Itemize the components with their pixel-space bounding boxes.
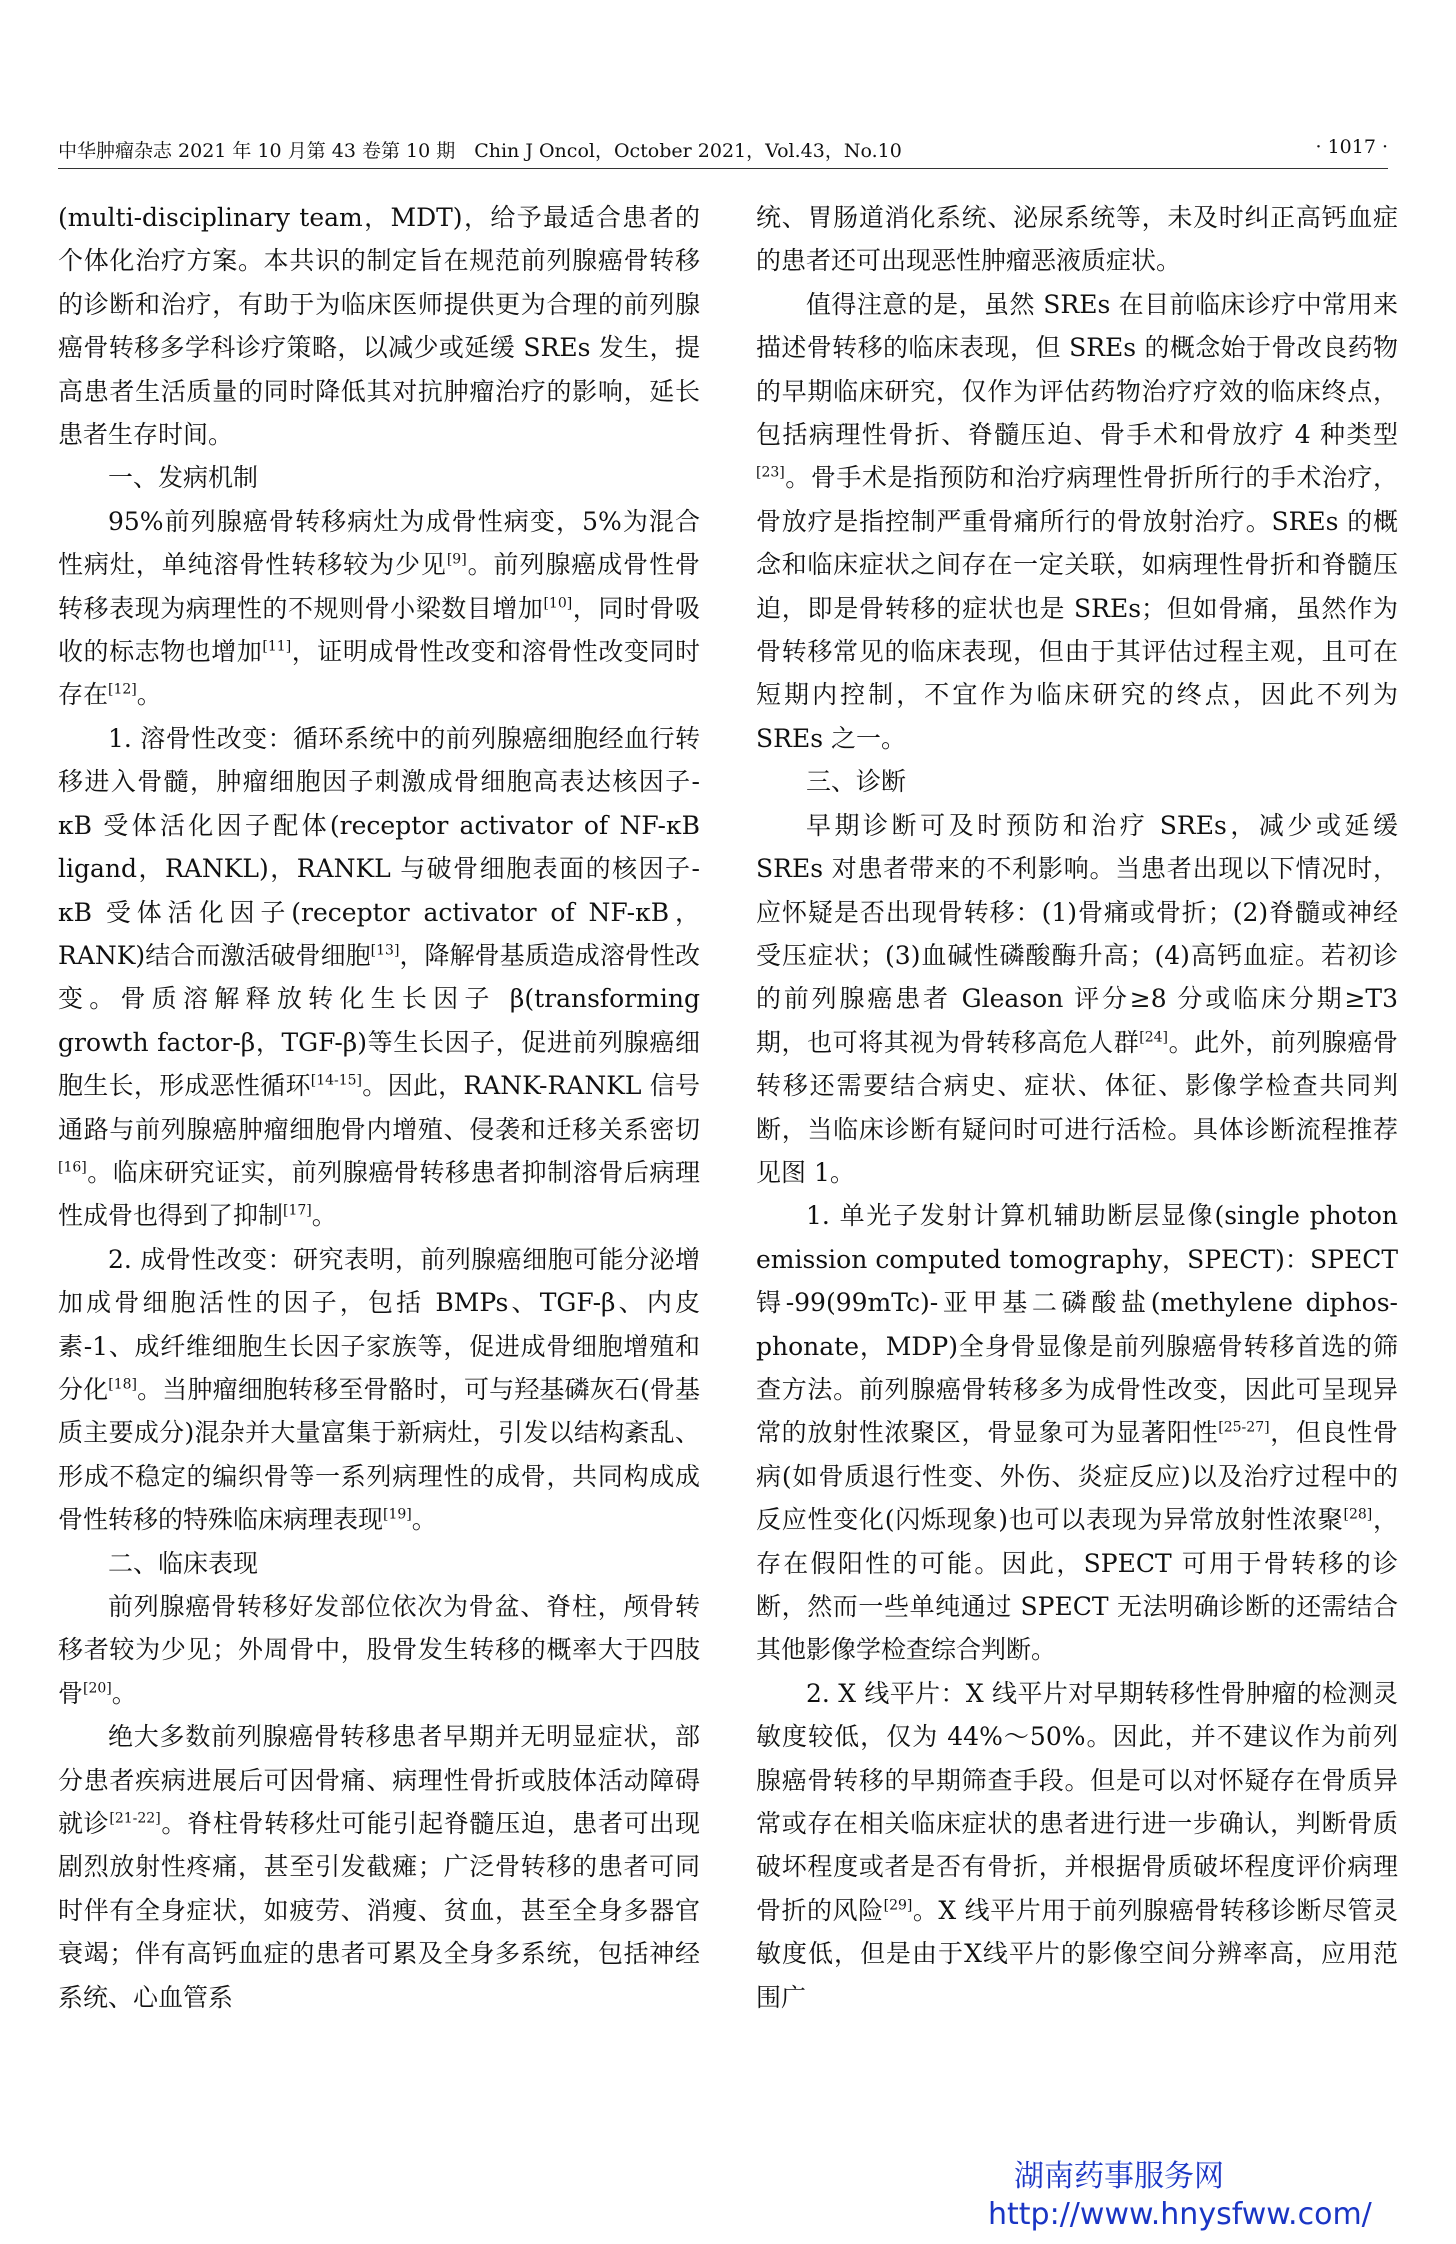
paragraph: 绝大多数前列腺癌骨转移患者早期并无明显症状，部分患者疾病进展后可因骨痛、病理性骨折或肢体活动障碍就诊[21-22]。脊柱骨转移灶可能引起脊髓压迫，患者可出现剧烈放射性疼痛，甚至引发截瘫；广泛骨转移的患者可同时伴有全身症状，如疲劳、消瘦、贫血，甚至全身多器官衰竭；伴有高钙血症的患者可累及全身多系统，包括神经系统、心血管系: [58, 1722, 700, 2012]
paragraph: 95%前列腺癌骨转移病灶为成骨性病变，5%为混合性病灶，单纯溶骨性转移较为少见[9]。前列腺癌成骨性骨转移表现为病理性的不规则骨小梁数目增加[10]，同时骨吸收的标志物也增加[11]，证明成骨性改变和溶骨性改变同时存在[12]。: [58, 506, 700, 710]
paragraph: 值得注意的是，虽然 SREs 在目前临床诊疗中常用来描述骨转移的临床表现，但 SREs 的概念始于骨改良药物的早期临床研究，仅作为评估药物治疗疗效的临床终点，包括病理性骨折、脊髓压迫、骨手术和骨放疗 4 种类型[23]。骨手术是指预防和治疗病理性骨折所行的手术治疗，骨放疗是指控制严重骨痛所行的骨放射治疗。SREs 的概念和临床症状之间存在一定关联，如病理性骨折和脊髓压迫，即是骨转移的症状也是 SREs；但如骨痛，虽然作为骨转移常见的临床表现，但由于其评估过程主观，且可在短期内控制，不宜作为临床研究的终点，因此不列为 SREs 之一。: [756, 289, 1398, 753]
page-number: · 1017 ·: [1315, 136, 1388, 158]
header-rule: [58, 168, 1388, 169]
right-column: [756, 196, 1398, 2019]
paragraph: 2. X 线平片：X 线平片对早期转移性骨肿瘤的检测灵敏度较低，仅为 44%～50%。因此，并不建议作为前列腺癌骨转移的早期筛查手段。但是可以对怀疑存在骨质异常或存在相关临床症状的患者进行进一步确认，判断骨质破坏程度或者是否有骨折，并根据骨质破坏程度评价病理骨折的风险[29]。X 线平片用于前列腺癌骨转移诊断尽管灵敏度低，但是由于X线平片的影像空间分辨率高，应用范围广: [756, 1678, 1398, 2012]
section-heading: 三、诊断: [806, 767, 907, 797]
section-heading: 二、临床表现: [108, 1548, 259, 1578]
paragraph: 统、胃肠道消化系统、泌尿系统等，未及时纠正高钙血症的患者还可出现恶性肿瘤恶液质症状。: [756, 203, 1398, 276]
paragraph: 早期诊断可及时预防和治疗 SREs，减少或延缓 SREs 对患者带来的不利影响。当患者出现以下情况时，应怀疑是否出现骨转移：(1)骨痛或骨折；(2)脊髓或神经受压症状；(3)血碱性磷酸酶升高；(4)高钙血症。若初诊的前列腺癌患者 Gleason 评分≥8 分或临床分期≥T3 期，也可将其视为骨转移高危人群[24]。此外，前列腺癌骨转移还需要结合病史、症状、体征、影像学检查共同判断，当临床诊断有疑问时可进行活检。具体诊断流程推荐见图 1。: [756, 810, 1398, 1187]
paragraph: 1. 溶骨性改变：循环系统中的前列腺癌细胞经血行转移进入骨髓，肿瘤细胞因子刺激成骨细胞高表达核因子-κB 受体活化因子配体(receptor activator of NF-κB ligand，RANKL)，RANKL 与破骨细胞表面的核因子-κB 受体活化因子(receptor activator of NF-κB，RANK)结合而激活破骨细胞[13]，降解骨基质造成溶骨性改变。骨质溶解释放转化生长因子 β(transforming growth factor-β，TGF-β)等生长因子，促进前列腺癌细胞生长，形成恶性循环[14-15]。因此，RANK-RANKL 信号通路与前列腺癌肿瘤细胞骨内增殖、侵袭和迁移关系密切[16]。临床研究证实，前列腺癌骨转移患者抑制溶骨后病理性成骨也得到了抑制[17]。: [58, 723, 700, 1231]
journal-citation: 中华肿瘤杂志 2021 年 10 月第 43 卷第 10 期 Chin J Oncol，October 2021，Vol.43，No.10: [58, 140, 902, 162]
watermark: [988, 2158, 1372, 2234]
left-column: [58, 196, 700, 2019]
watermark-url: http://www.hnysfww.com/: [988, 2197, 1372, 2232]
section-heading: 一、发病机制: [108, 463, 259, 493]
paragraph: (multi-disciplinary team，MDT)，给予最适合患者的个体化治疗方案。本共识的制定旨在规范前列腺癌骨转移的诊断和治疗，有助于为临床医师提供更为合理的前列腺癌骨转移多学科诊疗策略，以减少或延缓 SREs 发生，提高患者生活质量的同时降低其对抗肿瘤治疗的影响，延长患者生存时间。: [58, 203, 700, 450]
running-header: [58, 130, 1388, 166]
paragraph: 1. 单光子发射计算机辅助断层显像(single photon emission computed tomography，SPECT)：SPECT 锝-99(99mTc)-亚甲基二磷酸盐(methylene diphos-phonate，MDP)全身骨显像是前列腺癌骨转移首选的筛查方法。前列腺癌骨转移多为成骨性改变，因此可呈现异常的放射性浓聚区，骨显象可为显著阳性[25-27]，但良性骨病(如骨质退行性变、外伤、炎症反应)以及治疗过程中的反应性变化(闪烁现象)也可以表现为异常放射性浓聚[28]，存在假阳性的可能。因此，SPECT 可用于骨转移的诊断，然而一些单纯通过 SPECT 无法明确诊断的还需结合其他影像学检查综合判断。: [756, 1201, 1398, 1665]
watermark-title: 湖南药事服务网: [1014, 2159, 1224, 2194]
paragraph: 前列腺癌骨转移好发部位依次为骨盆、脊柱，颅骨转移者较为少见；外周骨中，股骨发生转移的概率大于四肢骨[20]。: [58, 1592, 700, 1708]
paragraph: 2. 成骨性改变：研究表明，前列腺癌细胞可能分泌增加成骨细胞活性的因子，包括 BMPs、TGF-β、内皮素-1、成纤维细胞生长因子家族等，促进成骨细胞增殖和分化[18]。当肿瘤细胞转移至骨骼时，可与羟基磷灰石(骨基质主要成分)混杂并大量富集于新病灶，引发以结构紊乱、形成不稳定的编织骨等一系列病理性的成骨，共同构成成骨性转移的特殊临床病理表现[19]。: [58, 1244, 700, 1535]
